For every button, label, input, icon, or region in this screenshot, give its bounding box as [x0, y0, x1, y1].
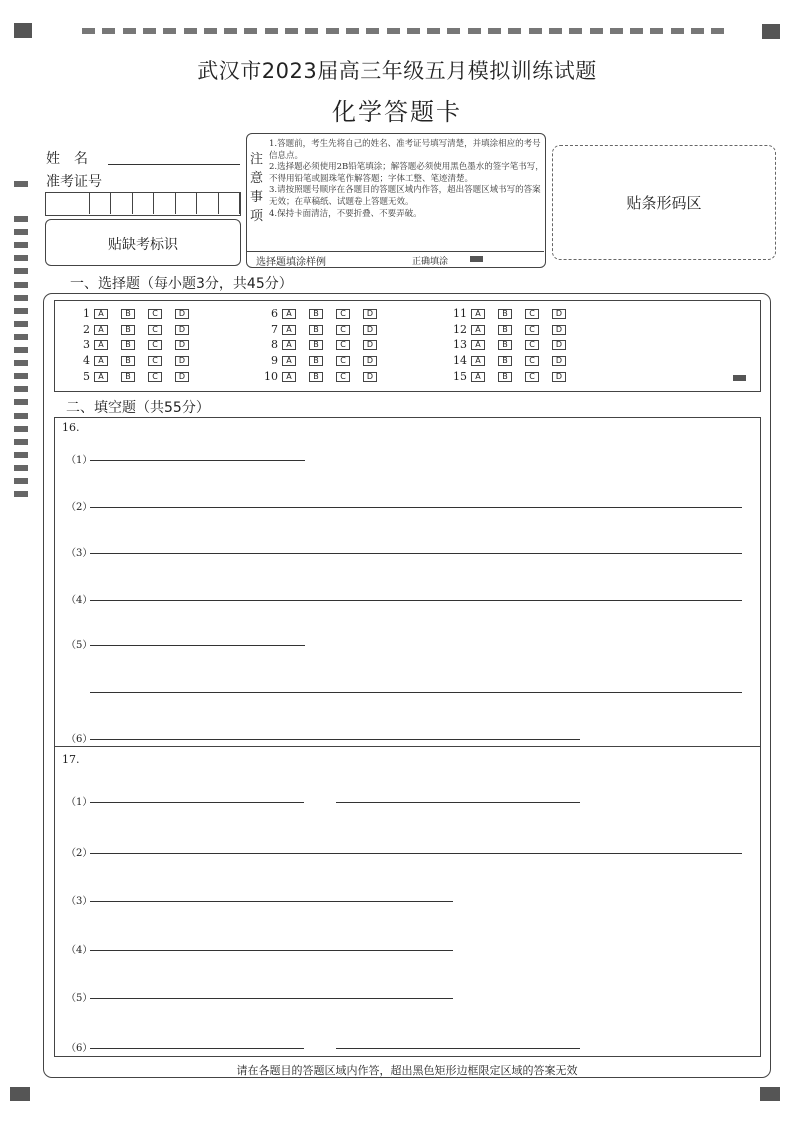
timing-mark — [102, 28, 115, 34]
option-bubble-a[interactable]: A — [471, 340, 485, 350]
timing-mark — [14, 386, 28, 392]
option-bubble-a[interactable]: A — [94, 356, 108, 366]
option-bubble-d[interactable]: D — [363, 325, 377, 335]
barcode-label: 贴条形码区 — [626, 194, 702, 212]
question-number: 14 — [453, 354, 467, 368]
option-bubble-b[interactable]: B — [498, 356, 512, 366]
q17-part-label: （4） — [66, 945, 93, 956]
timing-mark — [14, 413, 28, 419]
question-number: 11 — [453, 307, 467, 320]
timing-mark — [184, 28, 197, 34]
option-bubble-d[interactable]: D — [175, 340, 189, 350]
option-bubble-d[interactable]: D — [175, 309, 189, 319]
timing-mark — [305, 28, 318, 34]
timing-mark — [14, 255, 28, 261]
timing-mark — [14, 426, 28, 432]
timing-mark — [14, 308, 28, 314]
q16-part-label: （3） — [66, 548, 93, 559]
option-bubble-a[interactable]: A — [282, 356, 296, 366]
q17-part-label: （1） — [66, 797, 93, 808]
answer-line[interactable] — [90, 853, 742, 854]
notice-items — [269, 139, 544, 220]
q17-number: 17. — [62, 753, 80, 766]
name-label: 姓 名 — [46, 151, 88, 167]
timing-mark — [14, 216, 28, 222]
q16-box — [54, 417, 761, 747]
choice-question — [262, 354, 390, 367]
option-bubble-b[interactable]: B — [121, 372, 135, 382]
timing-mark — [143, 28, 156, 34]
question-number: 6 — [271, 307, 278, 320]
option-bubble-c[interactable]: C — [148, 309, 162, 319]
option-bubble-b[interactable]: B — [309, 356, 323, 366]
q16-part-label: （1） — [66, 455, 93, 466]
option-bubble-b[interactable]: B — [498, 325, 512, 335]
timing-mark — [427, 28, 440, 34]
timing-mark — [590, 28, 603, 34]
corner-mark-bottom-right — [760, 1087, 780, 1101]
option-bubble-c[interactable]: C — [525, 372, 539, 382]
exam-id-cell[interactable] — [196, 192, 219, 214]
answer-line[interactable] — [90, 739, 580, 740]
exam-id-label: 准考证号 — [46, 174, 102, 190]
timing-mark — [14, 452, 28, 458]
notice-item: 1.答题前，考生先将自己的姓名、准考证号填写清楚，并填涂相应的考号信息点。 — [269, 139, 541, 161]
timing-mark — [630, 28, 643, 34]
notice-heading-char: 事 — [250, 190, 264, 205]
q17-part-label: （6） — [66, 1043, 93, 1054]
notice-heading-char: 注 — [250, 152, 264, 167]
option-bubble-c[interactable]: C — [336, 340, 350, 350]
answer-line[interactable] — [90, 692, 742, 693]
answer-line[interactable] — [90, 507, 742, 508]
timing-mark — [265, 28, 278, 34]
option-bubble-d[interactable]: D — [363, 309, 377, 319]
exam-id-cell[interactable] — [110, 192, 133, 214]
option-bubble-b[interactable]: B — [498, 340, 512, 350]
card-title: 化学答题卡 — [332, 98, 462, 126]
exam-title: 武汉市2023届高三年级五月模拟训练试题 — [197, 59, 597, 83]
option-bubble-b[interactable]: B — [309, 309, 323, 319]
timing-mark — [285, 28, 298, 34]
correct-fill-sample — [470, 256, 483, 262]
option-bubble-c[interactable]: C — [148, 372, 162, 382]
option-bubble-d[interactable]: D — [363, 372, 377, 382]
option-bubble-a[interactable]: A — [282, 325, 296, 335]
section2-title: 二、填空题（共55分） — [66, 400, 210, 416]
option-bubble-c[interactable]: C — [336, 356, 350, 366]
option-bubble-b[interactable]: B — [498, 372, 512, 382]
answer-line[interactable] — [336, 802, 580, 803]
timing-mark — [14, 242, 28, 248]
timing-mark — [14, 399, 28, 405]
choice-question — [74, 354, 202, 367]
option-bubble-c[interactable]: C — [336, 372, 350, 382]
timing-mark — [407, 28, 420, 34]
question-number: 7 — [271, 322, 278, 336]
answer-line[interactable] — [90, 645, 305, 646]
option-bubble-a[interactable]: A — [282, 309, 296, 319]
option-bubble-d[interactable]: D — [363, 340, 377, 350]
question-number: 9 — [271, 354, 278, 368]
question-number: 5 — [83, 369, 90, 383]
question-number: 10 — [264, 369, 278, 383]
question-number: 15 — [453, 369, 467, 383]
option-bubble-d[interactable]: D — [552, 372, 566, 382]
notice-item: 3.请按照题号顺序在各题目的答题区域内作答，超出答题区域书写的答案无效；在草稿纸、试题卷上答题无效。 — [269, 185, 541, 207]
option-bubble-b[interactable]: B — [121, 356, 135, 366]
name-field[interactable] — [108, 164, 240, 165]
option-bubble-b[interactable]: B — [309, 325, 323, 335]
option-bubble-c[interactable]: C — [525, 309, 539, 319]
question-number: 12 — [453, 322, 467, 336]
q16-part-label: （2） — [66, 502, 93, 513]
option-bubble-b[interactable]: B — [309, 340, 323, 350]
exam-id-cell[interactable] — [131, 192, 154, 214]
q16-part-label: （4） — [66, 595, 93, 606]
timing-mark — [14, 229, 28, 235]
exam-id-cell[interactable] — [88, 192, 111, 214]
absent-mark-label: 贴缺考标识 — [108, 237, 178, 253]
timing-mark — [14, 321, 28, 327]
answer-line[interactable] — [90, 460, 305, 461]
option-bubble-a[interactable]: A — [471, 356, 485, 366]
timing-mark — [14, 282, 28, 288]
choice-question — [262, 323, 390, 336]
timing-mark — [204, 28, 217, 34]
choice-question — [451, 354, 579, 367]
option-bubble-c[interactable]: C — [148, 340, 162, 350]
timing-mark — [14, 334, 28, 340]
exam-id-cell[interactable] — [217, 192, 240, 214]
question-number: 13 — [453, 338, 467, 352]
q16-part-label: （5） — [66, 640, 93, 651]
timing-mark — [163, 28, 176, 34]
timing-mark — [508, 28, 521, 34]
timing-mark — [447, 28, 460, 34]
timing-mark — [14, 439, 28, 445]
footer-note: 请在各题目的答题区域内作答，超出黑色矩形边框限定区域的答案无效 — [236, 1064, 578, 1077]
timing-mark — [14, 373, 28, 379]
exam-id-cell[interactable] — [174, 192, 197, 214]
notice-heading-char: 意 — [250, 171, 264, 186]
choice-question — [451, 338, 579, 351]
question-number: 8 — [271, 338, 278, 352]
fill-sample-label: 选择题填涂样例 — [256, 257, 326, 268]
option-bubble-a[interactable]: A — [94, 372, 108, 382]
timing-mark — [488, 28, 501, 34]
correct-fill-label: 正确填涂 — [412, 257, 449, 267]
option-bubble-a[interactable]: A — [471, 372, 485, 382]
timing-mark — [14, 478, 28, 484]
exam-id-cell[interactable] — [153, 192, 176, 214]
answer-line[interactable] — [90, 802, 304, 803]
choice-question — [74, 307, 202, 320]
option-bubble-c[interactable]: C — [525, 356, 539, 366]
notice-heading — [250, 150, 264, 226]
choice-question — [262, 338, 390, 351]
option-bubble-a[interactable]: A — [471, 325, 485, 335]
timing-mark — [346, 28, 359, 34]
timing-mark — [549, 28, 562, 34]
option-bubble-d[interactable]: D — [175, 325, 189, 335]
option-bubble-d[interactable]: D — [552, 325, 566, 335]
answer-line[interactable] — [336, 1048, 580, 1049]
timing-mark — [650, 28, 663, 34]
timing-mark — [529, 28, 542, 34]
answer-line[interactable] — [90, 950, 453, 951]
answer-line[interactable] — [90, 553, 742, 554]
option-bubble-a[interactable]: A — [282, 340, 296, 350]
answer-line[interactable] — [90, 1048, 304, 1049]
exam-id-cell[interactable] — [67, 192, 90, 214]
question-number: 1 — [83, 307, 90, 320]
option-bubble-b[interactable]: B — [498, 309, 512, 319]
option-bubble-c[interactable]: C — [336, 325, 350, 335]
question-number: 3 — [83, 338, 90, 352]
timing-mark — [123, 28, 136, 34]
choice-question — [451, 307, 579, 320]
option-bubble-d[interactable]: D — [552, 356, 566, 366]
option-bubble-d[interactable]: D — [552, 340, 566, 350]
timing-mark — [14, 295, 28, 301]
corner-mark-top-right — [762, 24, 780, 39]
timing-mark — [671, 28, 684, 34]
answer-line[interactable] — [90, 600, 742, 601]
choice-question — [74, 338, 202, 351]
timing-mark — [14, 465, 28, 471]
question-number: 4 — [83, 354, 90, 368]
timing-mark — [14, 491, 28, 497]
timing-mark — [224, 28, 237, 34]
timing-mark — [14, 181, 28, 187]
timing-mark — [569, 28, 582, 34]
choice-question — [451, 323, 579, 336]
option-bubble-d[interactable]: D — [175, 356, 189, 366]
q16-number: 16. — [62, 421, 80, 434]
option-bubble-c[interactable]: C — [148, 325, 162, 335]
timing-mark — [244, 28, 257, 34]
q16-part-label: （6） — [66, 734, 93, 745]
option-bubble-b[interactable]: B — [121, 309, 135, 319]
timing-mark — [691, 28, 704, 34]
notice-item: 2.选择题必须使用2B铅笔填涂；解答题必须使用黑色墨水的签字笔书写，不得用铅笔或圆珠笔作解答题；字体工整、笔迹清楚。 — [269, 162, 544, 184]
answer-line[interactable] — [90, 901, 453, 902]
q17-part-label: （5） — [66, 993, 93, 1004]
timing-mark — [14, 347, 28, 353]
option-bubble-a[interactable]: A — [94, 340, 108, 350]
timing-mark — [14, 360, 28, 366]
timing-mark — [366, 28, 379, 34]
timing-mark — [387, 28, 400, 34]
option-bubble-b[interactable]: B — [121, 325, 135, 335]
timing-mark — [82, 28, 95, 34]
notice-heading-char: 项 — [250, 209, 264, 224]
choice-question — [74, 323, 202, 336]
timing-mark — [326, 28, 339, 34]
choice-question — [262, 370, 390, 383]
option-bubble-a[interactable]: A — [94, 309, 108, 319]
choice-box-mark — [733, 375, 746, 381]
q17-part-label: （2） — [66, 848, 93, 859]
choice-question — [74, 370, 202, 383]
option-bubble-b[interactable]: B — [121, 340, 135, 350]
notice-item: 4.保持卡面清洁，不要折叠、不要弄破。 — [269, 208, 422, 219]
option-bubble-c[interactable]: C — [525, 325, 539, 335]
option-bubble-c[interactable]: C — [525, 340, 539, 350]
timing-mark — [711, 28, 724, 34]
option-bubble-d[interactable]: D — [552, 309, 566, 319]
timing-mark — [14, 268, 28, 274]
corner-mark-bottom-left — [10, 1087, 30, 1101]
option-bubble-a[interactable]: A — [282, 372, 296, 382]
notice-divider — [247, 251, 544, 252]
option-bubble-c[interactable]: C — [336, 309, 350, 319]
option-bubble-c[interactable]: C — [148, 356, 162, 366]
question-number: 2 — [83, 322, 90, 336]
option-bubble-d[interactable]: D — [175, 372, 189, 382]
option-bubble-d[interactable]: D — [363, 356, 377, 366]
q17-part-label: （3） — [66, 896, 93, 907]
section1-title: 一、选择题（每小题3分，共45分） — [66, 273, 297, 293]
timing-mark — [468, 28, 481, 34]
option-bubble-b[interactable]: B — [309, 372, 323, 382]
choice-question — [262, 307, 390, 320]
timing-mark — [610, 28, 623, 34]
answer-line[interactable] — [90, 998, 453, 999]
choice-question — [451, 370, 579, 383]
option-bubble-a[interactable]: A — [94, 325, 108, 335]
option-bubble-a[interactable]: A — [471, 309, 485, 319]
corner-mark-top-left — [14, 23, 32, 38]
